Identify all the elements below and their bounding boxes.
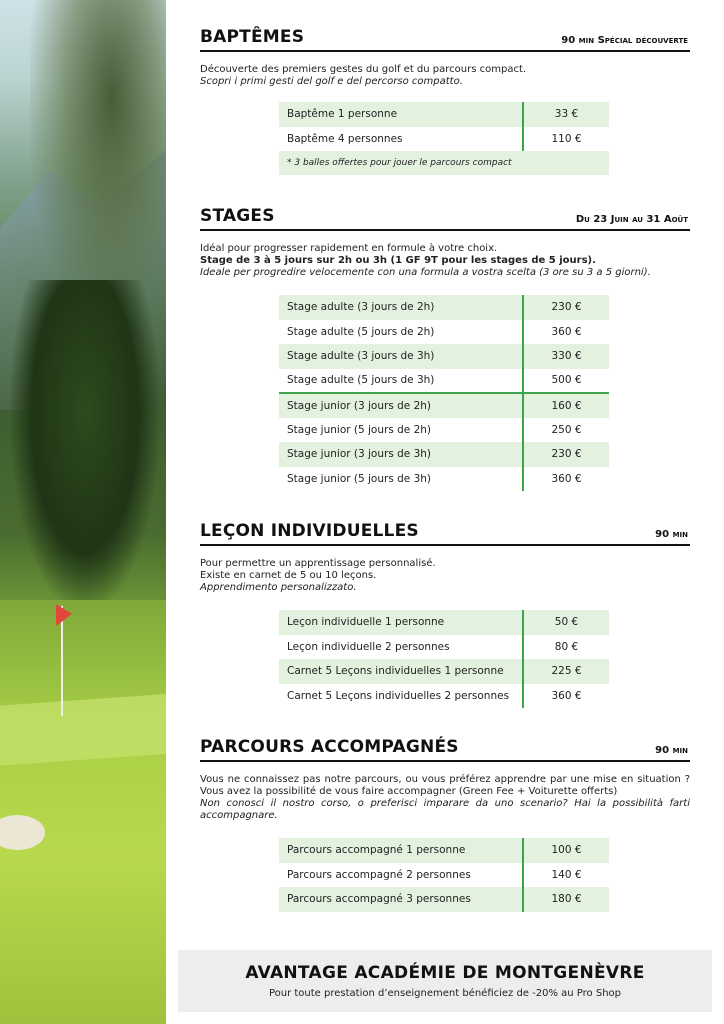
table-row bbox=[279, 887, 609, 912]
foreground-foliage bbox=[30, 0, 166, 320]
table-note: * 3 balles offertes pour jouer le parcours compact bbox=[279, 151, 609, 175]
row-price: 110 € bbox=[523, 127, 609, 152]
desc-fr: Pour permettre un apprentissage personnalisé. bbox=[200, 558, 436, 569]
table-row bbox=[279, 635, 609, 660]
price-table bbox=[279, 102, 609, 175]
flag-pole bbox=[61, 606, 63, 716]
grass-area bbox=[0, 600, 166, 1024]
row-price: 250 € bbox=[523, 418, 609, 443]
section-tag: 90 min bbox=[655, 745, 688, 756]
section-tag: 90 min Spécial découverte bbox=[561, 35, 688, 46]
row-price: 160 € bbox=[523, 393, 609, 418]
section-title: LEÇON INDIVIDUELLES bbox=[200, 521, 419, 541]
section-description bbox=[200, 243, 690, 279]
row-price: 140 € bbox=[523, 863, 609, 888]
section-title: PARCOURS ACCOMPAGNÉS bbox=[200, 737, 459, 757]
row-price: 225 € bbox=[523, 659, 609, 684]
table-note-row bbox=[279, 151, 609, 175]
row-price: 80 € bbox=[523, 635, 609, 660]
price-table bbox=[279, 838, 609, 912]
row-price: 230 € bbox=[523, 295, 609, 320]
desc-it: Ideale per progredire velocemente con una formula a vostra scelta (3 ore su 3 a 5 giorni). bbox=[200, 267, 651, 278]
table-row bbox=[279, 838, 609, 863]
section-lecons bbox=[200, 520, 690, 708]
section-stages bbox=[200, 205, 690, 491]
desc-fr: Vous ne connaissez pas notre parcours, ou vous préférez apprendre par une mise en situation ? Vous avez la possibilité de vous faire accompagner (Green Fee + Voiturette offerts) bbox=[200, 774, 690, 797]
table-row bbox=[279, 467, 609, 492]
table-row bbox=[279, 610, 609, 635]
row-price: 360 € bbox=[523, 684, 609, 709]
section-header bbox=[200, 26, 690, 52]
desc-fr: Idéal pour progresser rapidement en formule à votre choix. bbox=[200, 243, 498, 254]
larch-tree bbox=[10, 280, 160, 610]
row-label: Stage adulte (5 jours de 3h) bbox=[287, 374, 435, 387]
section-description bbox=[200, 64, 690, 88]
row-label: Stage adulte (5 jours de 2h) bbox=[287, 325, 435, 338]
row-label: Stage junior (5 jours de 2h) bbox=[287, 423, 432, 436]
row-label: Baptême 1 personne bbox=[279, 102, 523, 127]
section-header bbox=[200, 205, 690, 231]
table-row bbox=[279, 442, 609, 467]
row-price: 50 € bbox=[523, 610, 609, 635]
section-baptemes bbox=[200, 26, 690, 175]
table-row bbox=[279, 369, 609, 394]
desc-it: Scopri i primi gesti del golf e del percorso compatto. bbox=[200, 76, 463, 87]
row-price: 33 € bbox=[523, 102, 609, 127]
row-label: Parcours accompagné 1 personne bbox=[279, 838, 523, 863]
row-label: Parcours accompagné 2 personnes bbox=[287, 868, 471, 881]
section-description bbox=[200, 774, 690, 822]
table-row bbox=[279, 102, 609, 127]
academy-banner bbox=[178, 950, 712, 1012]
row-price: 360 € bbox=[523, 320, 609, 345]
golf-course-photo bbox=[0, 0, 166, 1024]
table-row bbox=[279, 863, 609, 888]
section-title: BAPTÊMES bbox=[200, 27, 305, 47]
row-label: Stage junior (3 jours de 3h) bbox=[279, 442, 523, 467]
desc-bold: Stage de 3 à 5 jours sur 2h ou 3h (1 GF 9T pour les stages de 5 jours). bbox=[200, 255, 596, 266]
row-label: Stage junior (3 jours de 2h) bbox=[279, 393, 523, 418]
row-price: 100 € bbox=[523, 838, 609, 863]
price-table bbox=[279, 610, 609, 708]
table-row bbox=[279, 684, 609, 709]
row-label: Stage junior (5 jours de 3h) bbox=[287, 472, 432, 485]
row-label: Leçon individuelle 2 personnes bbox=[287, 640, 450, 653]
row-label: Baptême 4 personnes bbox=[287, 132, 403, 145]
table-row bbox=[279, 320, 609, 345]
table-row bbox=[279, 418, 609, 443]
section-parcours bbox=[200, 736, 690, 912]
row-price: 360 € bbox=[523, 467, 609, 492]
table-row bbox=[279, 659, 609, 684]
section-title: STAGES bbox=[200, 206, 275, 226]
table-row bbox=[279, 295, 609, 320]
row-label: Parcours accompagné 3 personnes bbox=[279, 887, 523, 912]
section-tag: 90 min bbox=[655, 529, 688, 540]
row-price: 230 € bbox=[523, 442, 609, 467]
row-price: 180 € bbox=[523, 887, 609, 912]
row-label: Carnet 5 Leçons individuelles 2 personnes bbox=[287, 689, 510, 702]
desc-fr: Découverte des premiers gestes du golf et du parcours compact. bbox=[200, 64, 527, 75]
price-table bbox=[279, 295, 609, 491]
section-header bbox=[200, 520, 690, 546]
row-price: 330 € bbox=[523, 344, 609, 369]
table-row bbox=[279, 393, 609, 418]
desc-it: Apprendimento personalizzato. bbox=[200, 582, 357, 593]
section-header bbox=[200, 736, 690, 762]
row-label: Carnet 5 Leçons individuelles 1 personne bbox=[279, 659, 523, 684]
table-row bbox=[279, 344, 609, 369]
table-row bbox=[279, 127, 609, 152]
banner-title: AVANTAGE ACADÉMIE DE MONTGENÈVRE bbox=[245, 963, 645, 983]
row-label: Leçon individuelle 1 personne bbox=[279, 610, 523, 635]
section-tag: Du 23 Juin au 31 Août bbox=[575, 214, 688, 225]
row-price: 500 € bbox=[523, 369, 609, 394]
banner-subtitle: Pour toute prestation d’enseignement bénéficiez de -20% au Pro Shop bbox=[268, 988, 622, 999]
row-label: Stage adulte (3 jours de 2h) bbox=[279, 295, 523, 320]
row-label: Stage adulte (3 jours de 3h) bbox=[279, 344, 523, 369]
desc-it: Non conosci il nostro corso, o preferisci imparare da uno scenario? Hai la possibilità farti accompagnare. bbox=[200, 798, 690, 821]
section-description bbox=[200, 558, 690, 594]
desc-fr-2: Existe en carnet de 5 ou 10 leçons. bbox=[200, 570, 377, 581]
